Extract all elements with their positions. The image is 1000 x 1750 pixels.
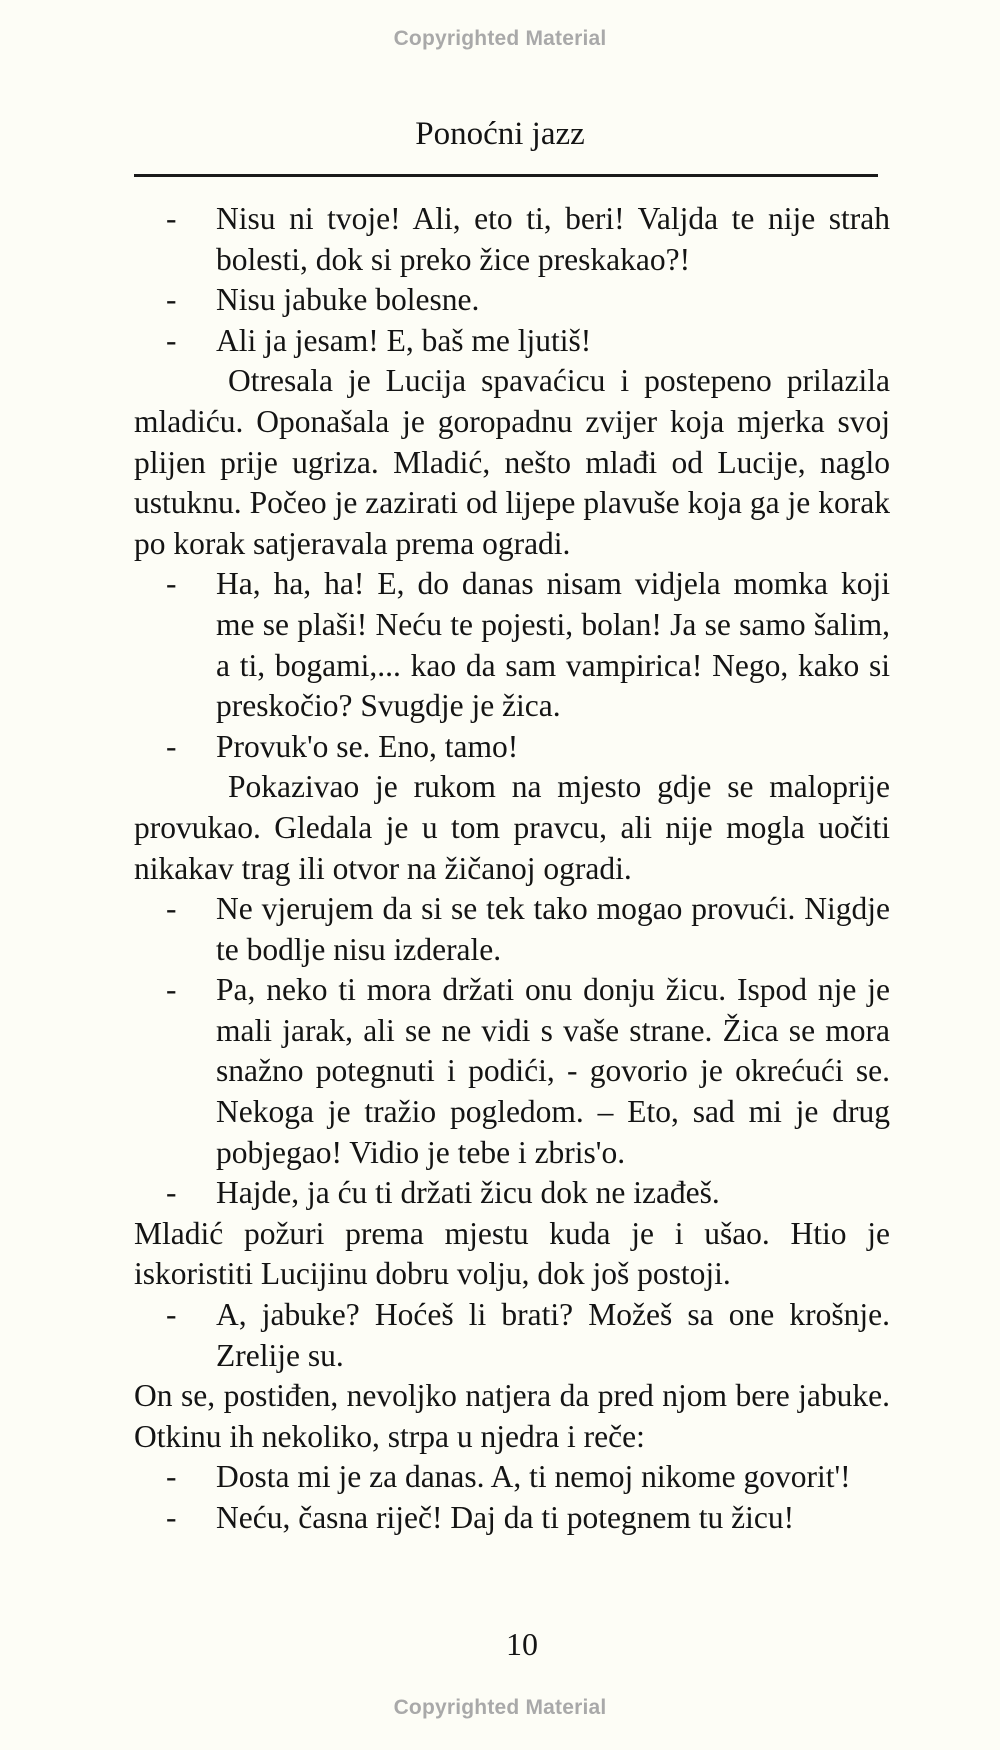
narrative-paragraph: Otresala je Lucija spavaćicu i postepeno prilazila mladiću. Oponašala je goropadnu zvijer koja mjerka svoj plijen prije ugriza. Mladić, nešto mlađi od Lucije, naglo ustuknu. Počeo je zazirati od lijepe plavuše koja ga je korak po korak satjeravala prema ogradi. — [134, 363, 890, 561]
dialogue-dash: - — [166, 282, 177, 318]
copyright-watermark-top: Copyrighted Material — [393, 27, 607, 50]
dialogue-text: Provuk'o se. Eno, tamo! — [216, 728, 519, 764]
dialogue-dash: - — [166, 728, 177, 764]
dialogue-dash: - — [166, 566, 177, 602]
dialogue-line — [134, 1457, 890, 1498]
dialogue-dash: - — [166, 1297, 177, 1333]
narrative-paragraph: Mladić požuri prema mjestu kuda je i ušao. Htio je iskoristiti Lucijinu dobru volju, dok još postoji. — [134, 1215, 890, 1292]
narrative-paragraph: Pokazivao je rukom na mjesto gdje se maloprije provukao. Gledala je u tom pravcu, ali nije mogla uočiti nikakav trag ili otvor na žičanoj ogradi. — [134, 769, 890, 886]
dialogue-dash: - — [166, 1459, 177, 1495]
dialogue-text: Ali ja jesam! E, baš me ljutiš! — [216, 322, 592, 358]
dialogue-text: Neću, časna riječ! Daj da ti potegnem tu žicu! — [216, 1500, 795, 1535]
dialogue-text: Pa, neko ti mora držati onu donju žicu. Ispod nje je mali jarak, ali se ne vidi s vaše strane. Žica se mora snažno potegnuti i podići, - govorio je okrećući se. Nekoga je tražio pogledom. – Eto, sad mi je drug pobjegao! Vidio je tebe i zbris'o. — [216, 972, 890, 1170]
dialogue-text: Nisu ni tvoje! Ali, eto ti, beri! Valjda te nije strah bolesti, dok si preko žice preskakao?! — [216, 201, 890, 277]
dialogue-line — [134, 727, 890, 768]
dialogue-line — [134, 970, 890, 1173]
running-title: Ponoćni jazz — [415, 116, 585, 152]
dialogue-line — [134, 280, 890, 321]
dialogue-line — [134, 889, 890, 970]
narrative-paragraph: On se, postiđen, nevoljko natjera da pred njom bere jabuke. Otkinu ih nekoliko, strpa u njedra i reče: — [134, 1378, 890, 1454]
dialogue-line — [134, 321, 890, 362]
dialogue-dash: - — [166, 891, 177, 927]
dialogue-line — [134, 564, 890, 726]
dialogue-text: Ha, ha, ha! E, do danas nisam vidjela momka koji me se plaši! Neću te pojesti, bolan! Ja se samo šalim, a ti, bogami,... kao da sam vampirica! Nego, kako si preskočio? Svugdje je žica. — [216, 566, 890, 724]
dialogue-line — [134, 1295, 890, 1376]
dialogue-dash: - — [166, 322, 177, 358]
page-number: 10 — [506, 1626, 538, 1662]
dialogue-text: A, jabuke? Hoćeš li brati? Možeš sa one krošnje. Zrelije su. — [216, 1297, 890, 1373]
page-body — [134, 199, 890, 1539]
dialogue-text: Hajde, ja ću ti držati žicu dok ne izađeš. — [216, 1175, 720, 1211]
dialogue-line — [134, 1498, 890, 1539]
dialogue-dash: - — [166, 1175, 177, 1211]
dialogue-dash: - — [166, 972, 177, 1008]
dialogue-dash: - — [166, 1500, 177, 1535]
dialogue-line — [134, 199, 890, 280]
dialogue-line — [134, 1173, 890, 1214]
copyright-watermark-bottom: Copyrighted Material — [393, 1696, 607, 1719]
header-rule — [134, 174, 878, 177]
dialogue-text: Dosta mi je za danas. A, ti nemoj nikome govorit'! — [216, 1459, 851, 1495]
dialogue-text: Ne vjerujem da si se tek tako mogao provući. Nigdje te bodlje nisu izderale. — [216, 891, 890, 967]
dialogue-text: Nisu jabuke bolesne. — [216, 282, 480, 318]
dialogue-dash: - — [166, 201, 177, 236]
